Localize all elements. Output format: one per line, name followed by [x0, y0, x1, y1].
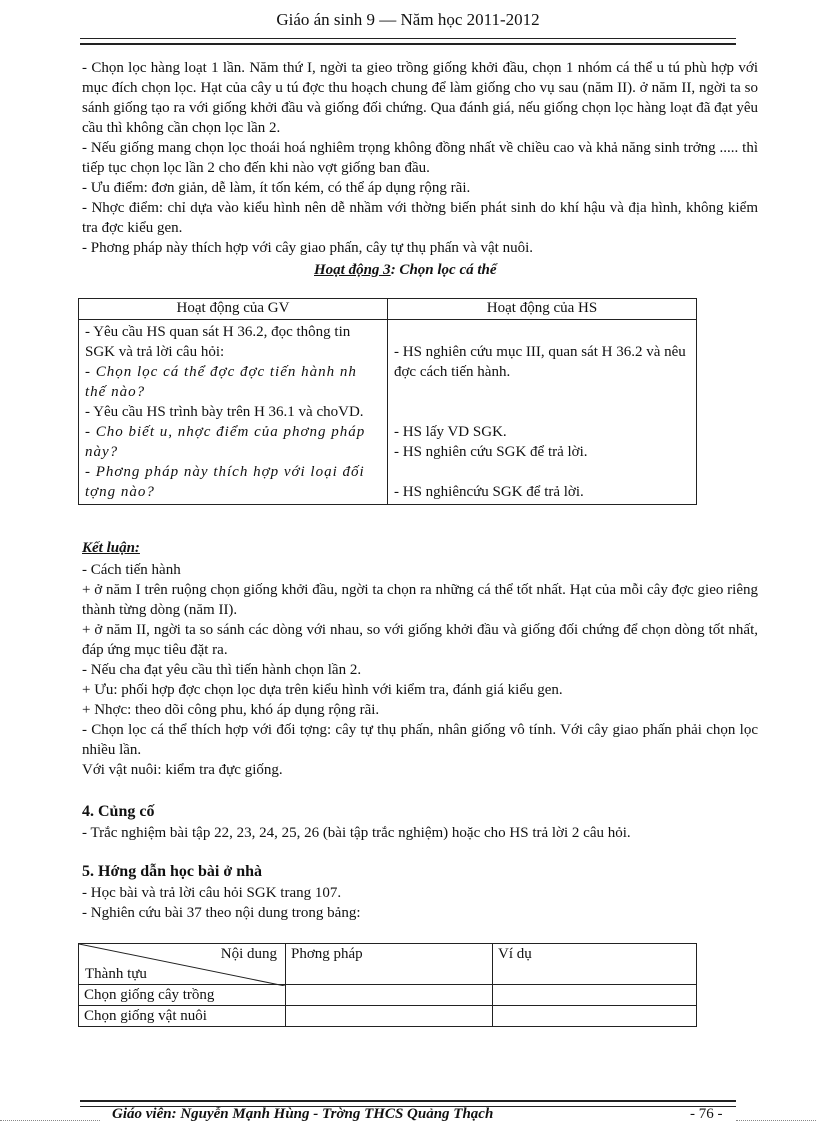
gv-item-1: - Yêu cầu HS quan sát H 36.2, đọc thông tin SGK và trả lời câu hỏi:: [85, 324, 351, 360]
header-rule: [80, 38, 736, 45]
page-number: - 76 -: [690, 1106, 723, 1122]
intro-paragraph-2: - Nếu giống mang chọn lọc thoái hoá nghiêm trọng không đồng nhất về chiều cao và khả năng sinh trởng ..... thì tiếp tục chọn lọc lần 2 cho đến khi nào vợt giống ban đầu.: [82, 140, 758, 176]
activity-3-heading: [314, 262, 497, 279]
intro-paragraph-5: - Phơng pháp này thích hợp với cây giao phấn, cây tự thụ phấn và vật nuôi.: [82, 240, 533, 256]
header-gv: Hoạt động của GV: [79, 299, 388, 320]
hs-item-2: - HS lấy VD SGK.: [394, 424, 507, 440]
homework-table-header-row: [79, 944, 697, 985]
header-hs: Hoạt động của HS: [388, 299, 697, 320]
conclusion-line-5: + Ưu: phối hợp đợc chọn lọc dựa trên kiểu hình với kiểm tra, đánh giá kiểu gen.: [82, 682, 563, 698]
row-1-method: [286, 985, 493, 1006]
table-row: [79, 1006, 697, 1027]
conclusion-line-1: - Cách tiến hành: [82, 562, 181, 578]
conclusion-line-7: - Chọn lọc cá thể thích hợp với đối tợng: cây tự thụ phấn, nhân giống vô tính. Với cây giao phấn phải chọn lọc nhiều lần.: [82, 722, 758, 758]
activity-table-header-row: [79, 299, 697, 320]
gv-item-3: - Yêu cầu HS trình bày trên H 36.1 và choVD.: [85, 404, 364, 420]
section-4-line-1: - Trắc nghiệm bài tập 22, 23, 24, 25, 26 (bài tập trắc nghiệm) hoặc cho HS trả lời 2 câu hỏi.: [82, 825, 631, 841]
hs-item-3: - HS nghiên cứu SGK để trả lời.: [394, 444, 588, 460]
gv-item-2: - Chọn lọc cá thể đợc đợc tiến hành nh thế nào?: [85, 364, 357, 400]
hs-item-4: - HS nghiêncứu SGK để trả lời.: [394, 484, 584, 500]
row-1-example: [493, 985, 697, 1006]
footer-dotted-right: [736, 1120, 816, 1121]
row-2-method: [286, 1006, 493, 1027]
table-row: [79, 985, 697, 1006]
method-header: Phơng pháp: [286, 944, 493, 985]
conclusion-line-2: + ở năm I trên ruộng chọn giống khởi đầu, ngời ta chọn ra những cá thể tốt nhất. Hạt của mỗi cây đợc gieo riêng thành từng dòng (năm II).: [82, 582, 758, 618]
intro-paragraph-4: - Nhợc điểm: chỉ dựa vào kiểu hình nên dễ nhầm với thờng biến phát sinh do khí hậu và địa hình, không kiểm tra đợc kiểu gen.: [82, 200, 758, 236]
page-header: Giáo án sinh 9 — Năm học 2011-2012: [276, 10, 540, 29]
diagonal-header-cell: [79, 944, 286, 985]
hs-item-1: - HS nghiên cứu mục III, quan sát H 36.2 và nêu đợc cách tiến hành.: [394, 344, 686, 380]
activity-table-row: [79, 320, 697, 505]
section-5-title: 5. Hớng dẫn học bài ở nhà: [82, 863, 262, 880]
intro-paragraph-3: - Ưu điểm: đơn giản, dễ làm, ít tốn kém, có thể áp dụng rộng rãi.: [82, 180, 471, 196]
activity-3-title: : Chọn lọc cá thể: [390, 262, 497, 278]
diag-top-label: Nội dung: [220, 946, 277, 962]
section-5-line-2: - Nghiên cứu bài 37 theo nội dung trong bảng:: [82, 905, 361, 921]
footer-dotted-left: [0, 1120, 100, 1121]
conclusion-line-8: Với vật nuôi: kiểm tra đực giống.: [82, 762, 283, 778]
gv-item-5: - Phơng pháp này thích hợp với loại đối tợng nào?: [85, 464, 365, 500]
diag-bottom-label: Thành tựu: [85, 966, 147, 982]
row-2-example: [493, 1006, 697, 1027]
section-4-title: 4. Củng cố: [82, 803, 155, 820]
conclusion-heading: [82, 540, 140, 557]
activity-3-label: Hoạt động 3: [314, 262, 391, 278]
activity-table: [78, 298, 697, 505]
intro-paragraph-1: - Chọn lọc hàng loạt 1 lần. Năm thứ I, ngời ta gieo trồng giống khởi đầu, chọn 1 nhóm cá thể u tú phù hợp với mục đích chọn lọc. Hạt của cây u tú đợc thu hoạch chung để làm giống cho vụ sau (năm II). ở năm II, ngời ta so sánh giống tạo ra với giống khởi đầu và giống đối chứng. Qua đánh giá, nếu giống chọn lọc hàng loạt đã đạt yêu cầu thì không cần chọn lọc lần 2.: [82, 60, 758, 136]
conclusion-title: Kết luận:: [82, 540, 140, 556]
hs-cell: [388, 320, 697, 505]
gv-item-4: - Cho biết u, nhợc điểm của phơng pháp này?: [85, 424, 366, 460]
homework-table: [78, 943, 697, 1027]
footer-teacher: Giáo viên: Nguyễn Mạnh Hùng - Trờng THCS Quảng Thạch: [112, 1106, 494, 1122]
conclusion-line-3: + ở năm II, ngời ta so sánh các dòng với nhau, so với giống khởi đầu và giống đối chứng để chọn dòng tốt nhất, đáp ứng mục tiêu đặt ra.: [82, 622, 758, 658]
conclusion-line-4: - Nếu cha đạt yêu cầu thì tiến hành chọn lần 2.: [82, 662, 362, 678]
conclusion-line-6: + Nhợc: theo dõi công phu, khó áp dụng rộng rãi.: [82, 702, 380, 718]
gv-cell: [79, 320, 388, 505]
row-2-label: Chọn giống vật nuôi: [79, 1006, 286, 1027]
section-5-line-1: - Học bài và trả lời câu hỏi SGK trang 107.: [82, 885, 342, 901]
row-1-label: Chọn giống cây trồng: [79, 985, 286, 1006]
example-header: Ví dụ: [493, 944, 697, 985]
